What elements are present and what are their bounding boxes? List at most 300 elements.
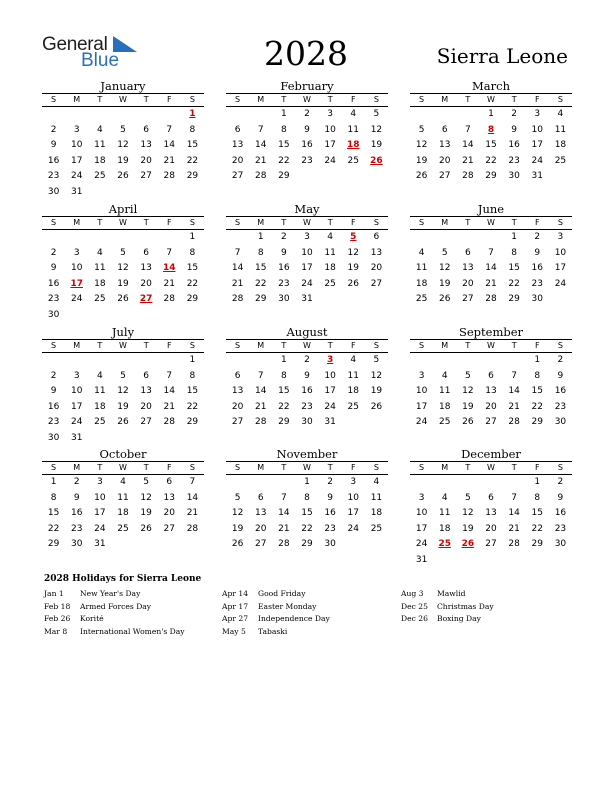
day-cell: 24: [324, 401, 336, 412]
day-cell: 20: [140, 401, 152, 412]
day-cell: 30: [47, 432, 60, 443]
weekday-label: S: [235, 95, 241, 104]
day-cell: 29: [186, 294, 199, 304]
holiday-day: 5: [350, 232, 357, 242]
weekday-label: S: [373, 218, 379, 227]
day-cell: 30: [301, 417, 313, 427]
day-cell: 6: [441, 124, 448, 135]
day-cell: 4: [327, 232, 333, 242]
day-cell: 17: [347, 508, 359, 518]
empty-day-cell: [88, 353, 111, 369]
day-cell: 13: [485, 508, 497, 518]
day-cell: 26: [140, 523, 152, 534]
weekday-label: W: [487, 218, 495, 227]
day-cell: 30: [554, 539, 567, 549]
day-cell: 20: [140, 155, 152, 166]
week-row: [226, 154, 388, 170]
empty-day-cell: [65, 230, 88, 246]
holiday-date: Jan 1: [44, 589, 64, 598]
day-cell: 2: [50, 124, 57, 135]
holiday-item: [44, 626, 185, 639]
weekday-label: T: [327, 95, 333, 104]
weekday-label: T: [327, 463, 333, 472]
day-cell: 22: [508, 278, 520, 289]
day-cell: 8: [189, 370, 196, 381]
day-cell: 16: [47, 155, 60, 166]
weekday-label: T: [465, 95, 471, 104]
day-cell: 22: [531, 523, 543, 534]
day-cell: 2: [73, 477, 80, 487]
weekday-label: M: [73, 95, 81, 104]
weekday-label: T: [143, 463, 149, 472]
day-cell: 5: [441, 247, 448, 258]
day-cell: 28: [163, 417, 175, 427]
day-cell: 18: [117, 508, 129, 518]
day-cell: 6: [464, 247, 471, 258]
day-cell: 3: [350, 477, 357, 487]
day-cell: 11: [370, 492, 383, 503]
day-cell: 23: [324, 523, 336, 534]
day-cell: 15: [278, 386, 290, 396]
holiday-name: Independence Day: [258, 614, 330, 623]
empty-day-cell: [433, 107, 456, 123]
day-cell: 6: [234, 370, 241, 381]
weekday-label: S: [235, 218, 241, 227]
weekday-label: M: [441, 218, 449, 227]
empty-day-cell: [88, 230, 111, 246]
day-cell: 10: [94, 492, 106, 503]
weekday-label: S: [51, 341, 57, 350]
day-cell: 24: [347, 523, 359, 534]
day-cell: 11: [324, 247, 336, 258]
weekday-header: [226, 93, 388, 107]
day-cell: 13: [254, 508, 267, 518]
day-cell: 21: [508, 523, 520, 534]
day-cell: 7: [464, 124, 471, 135]
empty-day-cell: [319, 169, 342, 185]
day-cell: 4: [350, 355, 357, 365]
weekday-label: S: [189, 218, 195, 227]
day-cell: 9: [280, 247, 287, 258]
day-cell: 28: [231, 294, 244, 304]
weekday-label: S: [373, 95, 379, 104]
weekday-label: F: [350, 463, 356, 472]
day-cell: 22: [186, 155, 199, 166]
day-cell: 5: [143, 477, 149, 487]
day-cell: 16: [554, 508, 567, 518]
week-row: [42, 261, 204, 277]
day-cell: 1: [257, 232, 264, 242]
day-cell: 3: [73, 370, 80, 381]
day-cell: 4: [96, 370, 103, 381]
day-cell: 3: [96, 477, 103, 487]
holiday-day: 14: [163, 263, 176, 273]
day-cell: 29: [531, 539, 543, 549]
weekday-label: W: [303, 218, 311, 227]
day-cell: 30: [47, 186, 60, 197]
day-cell: 21: [163, 401, 175, 412]
empty-day-cell: [549, 292, 572, 308]
weekday-label: W: [487, 463, 495, 472]
day-cell: 25: [347, 401, 359, 412]
holiday-item: [222, 601, 330, 614]
holiday-column: [44, 588, 185, 638]
week-row: [226, 246, 388, 262]
holiday-column: [401, 588, 494, 626]
holiday-item: [222, 588, 330, 601]
day-cell: 20: [438, 155, 451, 166]
day-cell: 5: [464, 492, 471, 503]
day-cell: 2: [304, 109, 310, 119]
week-row: [226, 415, 388, 431]
day-cell: 19: [370, 386, 383, 396]
day-cell: 3: [73, 247, 80, 258]
day-cell: 15: [186, 140, 199, 150]
weekday-label: S: [557, 341, 563, 350]
day-cell: 18: [324, 263, 336, 273]
day-cell: 24: [324, 155, 336, 166]
week-row: [42, 415, 204, 431]
day-cell: 8: [50, 492, 57, 503]
day-cell: 6: [166, 477, 173, 487]
holiday-date: May 5: [222, 626, 246, 636]
day-cell: 14: [508, 508, 520, 518]
day-cell: 10: [301, 247, 313, 258]
day-cell: 16: [301, 140, 313, 150]
month-october: [42, 447, 204, 553]
day-cell: 15: [531, 508, 543, 518]
day-cell: 2: [534, 232, 541, 242]
weekday-label: T: [511, 218, 517, 227]
week-row: [410, 537, 572, 553]
week-row: [410, 506, 572, 522]
empty-day-cell: [342, 415, 365, 431]
day-cell: 17: [324, 386, 336, 396]
weekday-label: W: [119, 341, 127, 350]
day-cell: 10: [70, 263, 83, 273]
holiday-date: Apr 17: [222, 601, 249, 611]
empty-day-cell: [249, 475, 272, 491]
weekday-label: S: [557, 95, 563, 104]
empty-day-cell: [342, 537, 365, 553]
day-cell: 2: [511, 109, 517, 119]
month-title: April: [108, 202, 138, 216]
week-row: [42, 277, 204, 293]
day-cell: 22: [186, 278, 199, 289]
day-cell: 20: [370, 263, 383, 273]
day-cell: 27: [163, 523, 175, 534]
holiday-name: Mawlid: [437, 589, 466, 598]
day-cell: 11: [554, 124, 567, 135]
day-cell: 24: [554, 278, 567, 289]
day-cell: 18: [94, 278, 106, 289]
day-cell: 5: [234, 492, 241, 503]
weekday-label: T: [465, 218, 471, 227]
day-cell: 15: [301, 508, 313, 518]
month-january: [42, 79, 204, 200]
day-cell: 7: [166, 370, 173, 381]
week-row: [42, 431, 204, 447]
day-cell: 29: [186, 171, 199, 181]
empty-day-cell: [410, 353, 433, 369]
day-cell: 23: [47, 417, 60, 427]
day-cell: 21: [508, 401, 520, 412]
day-cell: 25: [94, 171, 106, 181]
day-cell: 27: [254, 539, 267, 549]
weekday-label: F: [350, 218, 356, 227]
holiday-item: [44, 601, 185, 614]
weekday-label: T: [143, 95, 149, 104]
weekday-label: T: [281, 463, 287, 472]
day-cell: 29: [301, 539, 313, 549]
week-row: [410, 415, 572, 431]
empty-day-cell: [158, 107, 181, 123]
day-cell: 22: [186, 401, 199, 412]
week-row: [42, 185, 204, 201]
weekday-label: M: [73, 341, 81, 350]
day-cell: 11: [117, 492, 129, 503]
day-cell: 13: [140, 263, 152, 273]
week-row: [410, 123, 572, 139]
week-row: [410, 475, 572, 491]
day-cell: 24: [531, 155, 543, 166]
month-september: [410, 325, 572, 431]
weekday-label: T: [281, 218, 287, 227]
day-cell: 16: [301, 386, 313, 396]
holiday-day: 27: [139, 294, 153, 304]
week-row: [42, 123, 204, 139]
day-cell: 15: [531, 386, 543, 396]
empty-day-cell: [111, 353, 134, 369]
weekday-label: F: [534, 95, 540, 104]
weekday-label: W: [303, 463, 311, 472]
weekday-label: F: [534, 218, 540, 227]
day-cell: 28: [485, 294, 497, 304]
day-cell: 21: [462, 155, 474, 166]
empty-day-cell: [181, 537, 204, 553]
day-cell: 23: [70, 523, 83, 534]
empty-day-cell: [319, 292, 342, 308]
day-cell: 20: [462, 278, 474, 289]
day-cell: 15: [485, 140, 497, 150]
day-cell: 24: [415, 539, 428, 549]
day-cell: 19: [370, 140, 383, 150]
day-cell: 31: [415, 554, 428, 565]
day-cell: 17: [415, 523, 428, 534]
week-row: [226, 138, 388, 154]
empty-day-cell: [549, 553, 572, 569]
holiday-name: International Women's Day: [80, 626, 185, 636]
empty-day-cell: [135, 537, 158, 553]
empty-day-cell: [135, 107, 158, 123]
holiday-date: Aug 3: [401, 589, 424, 598]
day-cell: 26: [347, 278, 359, 289]
holidays-title: 2028 Holidays for Sierra Leone: [44, 574, 202, 584]
weekday-label: T: [327, 218, 333, 227]
empty-day-cell: [111, 185, 134, 201]
day-cell: 22: [531, 401, 543, 412]
day-cell: 16: [70, 508, 83, 518]
month-march: [410, 79, 572, 185]
holiday-name: Easter Monday: [258, 601, 317, 611]
weekday-label: T: [327, 341, 333, 350]
day-cell: 22: [254, 278, 267, 289]
week-row: [226, 169, 388, 185]
holiday-item: [401, 588, 494, 601]
day-cell: 16: [47, 401, 60, 412]
empty-day-cell: [158, 431, 181, 447]
day-cell: 2: [557, 355, 564, 365]
day-cell: 29: [186, 417, 199, 427]
week-row: [410, 107, 572, 123]
day-cell: 19: [140, 508, 152, 518]
day-cell: 25: [438, 417, 451, 427]
day-cell: 5: [373, 355, 380, 365]
weekday-header: [410, 216, 572, 230]
country-name: Sierra Leone: [436, 44, 568, 68]
day-cell: 1: [280, 109, 287, 119]
holiday-date: Feb 26: [44, 614, 71, 623]
day-cell: 18: [94, 155, 106, 166]
week-row: [42, 369, 204, 385]
day-cell: 27: [231, 417, 244, 427]
week-row: [226, 522, 388, 538]
day-cell: 1: [488, 109, 494, 119]
week-row: [42, 491, 204, 507]
day-cell: 15: [186, 386, 199, 396]
day-cell: 19: [117, 155, 129, 166]
day-cell: 9: [50, 263, 57, 273]
day-cell: 3: [304, 232, 310, 242]
holiday-date: Mar 8: [44, 626, 68, 636]
weekday-label: T: [465, 341, 471, 350]
day-cell: 6: [488, 370, 494, 381]
day-cell: 7: [189, 477, 196, 487]
day-cell: 11: [94, 263, 106, 273]
day-cell: 8: [257, 247, 264, 258]
week-row: [42, 353, 204, 369]
weekday-label: W: [487, 341, 495, 350]
holiday-item: [401, 601, 494, 614]
day-cell: 25: [117, 523, 129, 534]
holiday-name: Armed Forces Day: [80, 601, 152, 611]
day-cell: 18: [415, 278, 428, 289]
empty-day-cell: [456, 353, 479, 369]
day-cell: 25: [94, 417, 106, 427]
empty-day-cell: [249, 107, 272, 123]
weekday-label: F: [166, 218, 172, 227]
day-cell: 1: [534, 477, 541, 487]
day-cell: 23: [301, 155, 313, 166]
week-row: [226, 277, 388, 293]
day-cell: 3: [418, 492, 425, 503]
day-cell: 14: [508, 386, 520, 396]
week-row: [226, 475, 388, 491]
empty-day-cell: [42, 353, 65, 369]
day-cell: 1: [280, 355, 287, 365]
day-cell: 28: [508, 417, 520, 427]
day-cell: 2: [327, 477, 333, 487]
day-cell: 6: [143, 247, 149, 258]
day-cell: 5: [120, 124, 126, 135]
day-cell: 27: [462, 294, 474, 304]
day-cell: 15: [186, 263, 199, 273]
day-cell: 15: [508, 263, 520, 273]
day-cell: 23: [301, 401, 313, 412]
day-cell: 21: [186, 508, 199, 518]
day-cell: 13: [370, 247, 383, 258]
weekday-label: T: [511, 463, 517, 472]
month-july: [42, 325, 204, 446]
month-april: [42, 202, 204, 323]
day-cell: 31: [324, 417, 336, 427]
day-cell: 30: [47, 309, 60, 320]
empty-day-cell: [111, 431, 134, 447]
day-cell: 15: [278, 140, 290, 150]
day-cell: 16: [531, 263, 543, 273]
day-cell: 26: [231, 539, 244, 549]
day-cell: 21: [278, 523, 290, 534]
weekday-label: S: [419, 95, 425, 104]
day-cell: 24: [70, 171, 83, 181]
holiday-item: [222, 626, 330, 639]
day-cell: 12: [462, 508, 474, 518]
holiday-day: 26: [461, 539, 475, 549]
day-cell: 11: [415, 263, 428, 273]
holiday-date: Dec 25: [401, 601, 428, 611]
day-cell: 16: [554, 386, 567, 396]
empty-day-cell: [342, 169, 365, 185]
weekday-label: T: [465, 463, 471, 472]
weekday-label: S: [189, 463, 195, 472]
day-cell: 31: [301, 294, 313, 304]
day-cell: 19: [117, 401, 129, 412]
day-cell: 10: [324, 124, 336, 135]
empty-day-cell: [135, 431, 158, 447]
week-row: [226, 369, 388, 385]
weekday-label: S: [235, 463, 241, 472]
day-cell: 11: [438, 508, 451, 518]
month-november: [226, 447, 388, 553]
day-cell: 4: [441, 492, 448, 503]
empty-day-cell: [479, 553, 502, 569]
month-title: June: [477, 202, 505, 216]
day-cell: 25: [370, 523, 383, 534]
day-cell: 22: [47, 523, 60, 534]
day-cell: 17: [415, 401, 428, 412]
empty-day-cell: [88, 431, 111, 447]
weekday-label: T: [97, 218, 103, 227]
day-cell: 10: [531, 124, 543, 135]
day-cell: 2: [304, 355, 310, 365]
day-cell: 14: [163, 386, 175, 396]
day-cell: 3: [327, 109, 333, 119]
day-cell: 3: [73, 124, 80, 135]
day-cell: 23: [554, 523, 567, 534]
day-cell: 30: [554, 417, 567, 427]
day-cell: 11: [94, 140, 106, 150]
day-cell: 16: [278, 263, 290, 273]
empty-day-cell: [365, 292, 388, 308]
weekday-label: S: [189, 95, 195, 104]
day-cell: 4: [350, 109, 357, 119]
day-cell: 5: [464, 370, 471, 381]
day-cell: 9: [557, 492, 564, 503]
empty-day-cell: [111, 107, 134, 123]
logo-blue-text: Blue: [81, 50, 120, 71]
week-row: [42, 506, 204, 522]
day-cell: 26: [415, 171, 428, 181]
